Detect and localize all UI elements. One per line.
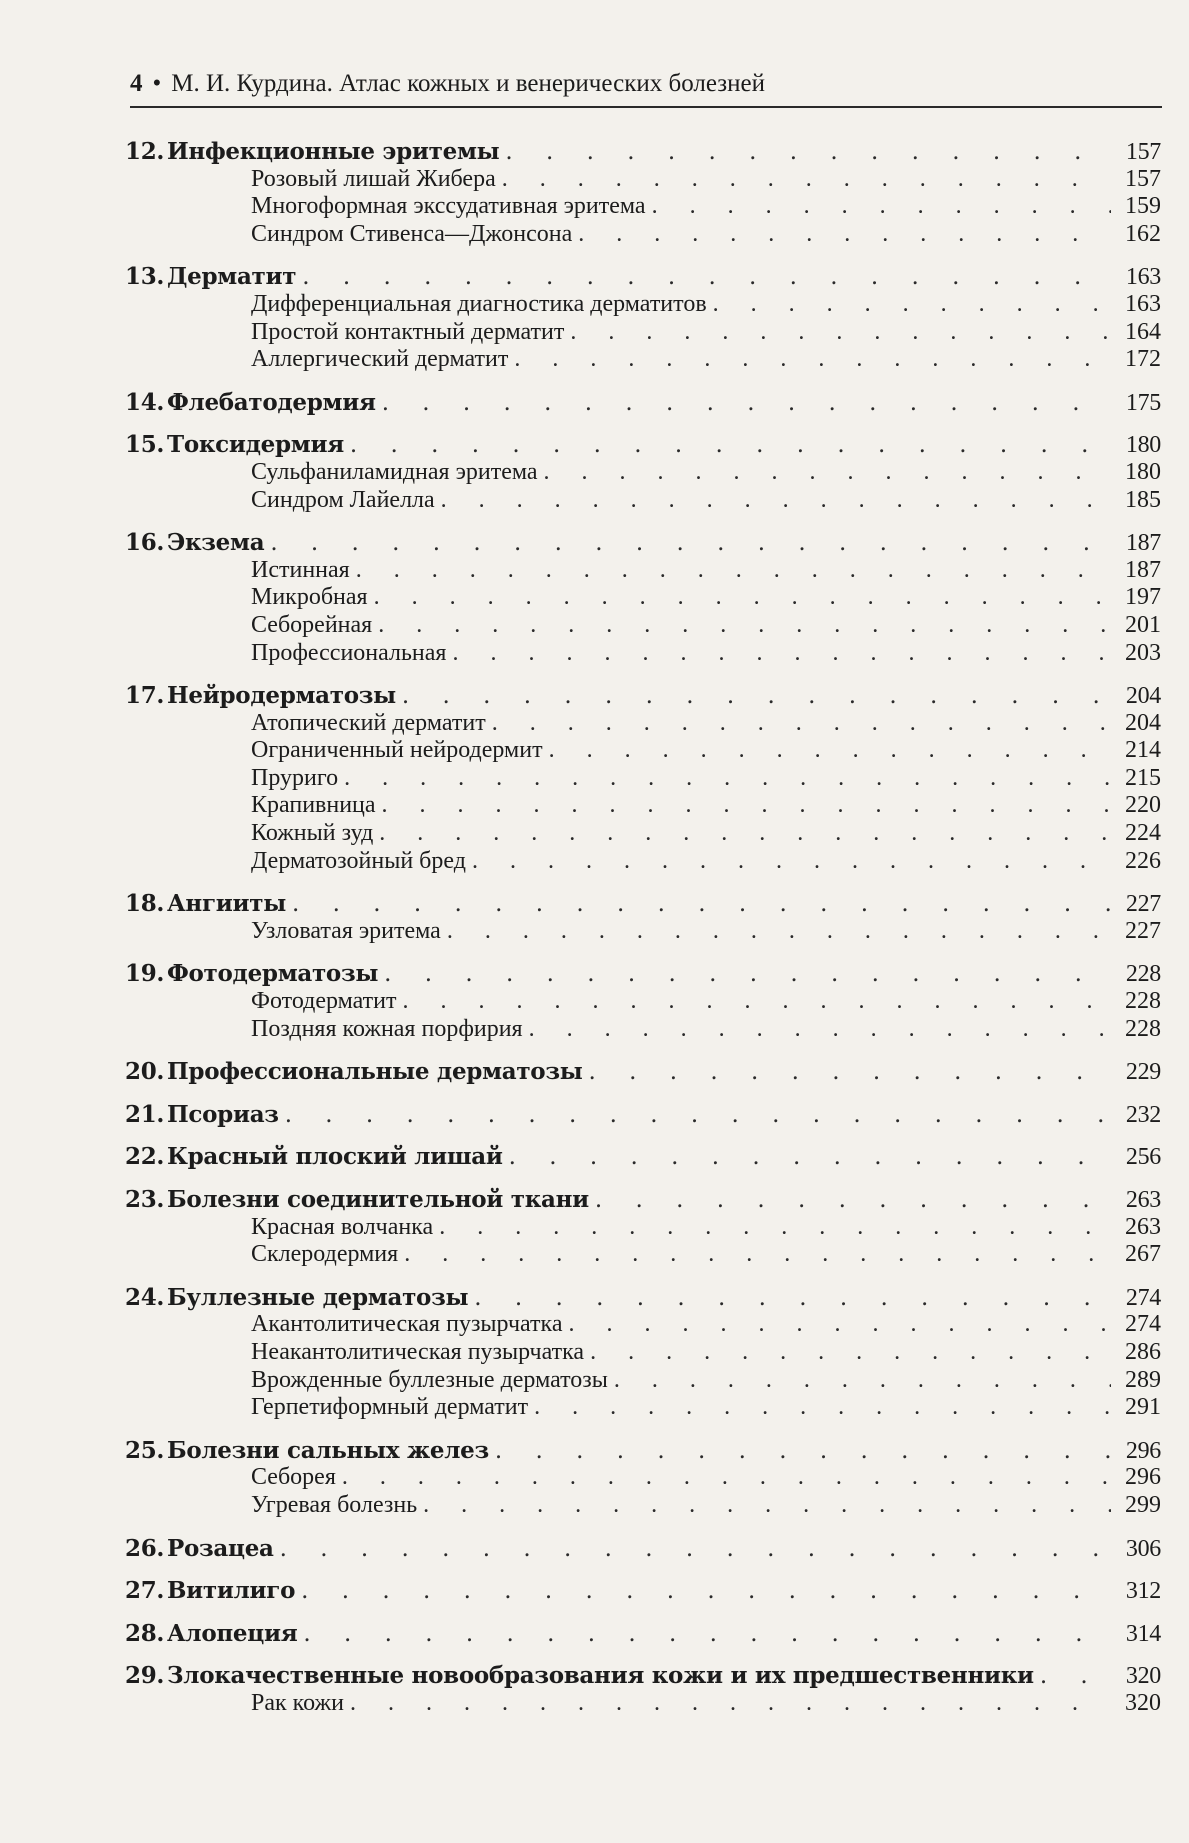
- chapter-title: Профессиональные дерматозы: [167, 1058, 583, 1086]
- chapter-page: 314: [1125, 1620, 1161, 1647]
- chapter-number: 25.: [125, 1436, 165, 1464]
- toc-subsection-row: [125, 1690, 1161, 1718]
- chapter-page: 180: [1125, 432, 1161, 459]
- chapter-title: Фотодерматозы: [167, 960, 379, 988]
- toc-subsection-row: [125, 1339, 1161, 1367]
- dot-leader: [713, 291, 1111, 319]
- toc-chapter: [125, 263, 1161, 373]
- dot-leader: [441, 487, 1111, 515]
- table-of-contents: [125, 138, 1161, 1733]
- subsection-page: 203: [1125, 639, 1161, 666]
- subsection-page: 157: [1125, 165, 1161, 192]
- toc-chapter: [125, 1101, 1161, 1129]
- header-bullet: •: [152, 70, 162, 97]
- dot-leader: [356, 557, 1111, 585]
- chapter-title: Ангииты: [167, 890, 286, 918]
- toc-chapter-row: [125, 1101, 1161, 1129]
- toc-chapter: [125, 1535, 1161, 1563]
- chapter-number: 24.: [125, 1283, 165, 1311]
- subsection-title: Фотодерматит: [251, 988, 397, 1015]
- dot-leader: [652, 193, 1111, 221]
- chapter-number: 29.: [125, 1662, 165, 1690]
- dot-leader: [402, 683, 1111, 711]
- chapter-page: 227: [1125, 891, 1161, 918]
- subsection-title: Многоформная экссудативная эритема: [251, 193, 646, 220]
- subsection-title: Синдром Лайелла: [251, 486, 435, 513]
- toc-subsection-row: [125, 765, 1161, 793]
- subsection-page: 296: [1125, 1464, 1161, 1491]
- toc-chapter-row: [125, 263, 1161, 291]
- subsection-title: Дерматозойный бред: [251, 847, 466, 874]
- toc-subsection-row: [125, 319, 1161, 347]
- chapter-page: 187: [1125, 530, 1161, 557]
- subsection-title: Врожденные буллезные дерматозы: [251, 1366, 608, 1393]
- subsection-title: Поздняя кожная порфирия: [251, 1015, 523, 1042]
- subsection-page: 220: [1125, 792, 1161, 819]
- dot-leader: [544, 459, 1111, 487]
- chapter-title: Токсидермия: [167, 431, 344, 459]
- toc-chapter: [125, 960, 1161, 1043]
- dot-leader: [302, 264, 1111, 292]
- toc-subsection-row: [125, 1214, 1161, 1242]
- toc-chapter: [125, 1577, 1161, 1605]
- dot-leader: [404, 1241, 1111, 1269]
- chapter-page: 232: [1125, 1101, 1161, 1128]
- chapter-title: Болезни соединительной ткани: [167, 1186, 589, 1213]
- subsection-title: Узловатая эритема: [251, 917, 441, 944]
- subsection-page: 159: [1125, 193, 1161, 220]
- header-page-number: 4: [130, 70, 143, 97]
- chapter-number: 18.: [125, 890, 165, 918]
- toc-chapter: [125, 1662, 1161, 1717]
- subsection-page: 204: [1125, 709, 1161, 736]
- dot-leader: [1040, 1663, 1111, 1691]
- dot-leader: [505, 139, 1111, 167]
- subsection-title: Простой контактный дерматит: [251, 318, 565, 345]
- chapter-title: Нейродерматозы: [167, 682, 396, 710]
- chapter-page: 312: [1125, 1578, 1161, 1605]
- subsection-page: 267: [1125, 1241, 1161, 1268]
- subsection-title: Микробная: [251, 584, 368, 611]
- chapter-number: 28.: [125, 1619, 165, 1647]
- subsection-page: 291: [1125, 1394, 1161, 1421]
- subsection-page: 187: [1125, 556, 1161, 583]
- chapter-number: 22.: [125, 1143, 165, 1171]
- chapter-page: 228: [1125, 961, 1161, 988]
- subsection-title: Сульфаниламидная эритема: [251, 458, 538, 485]
- dot-leader: [374, 584, 1111, 612]
- subsection-title: Розовый лишай Жибера: [251, 165, 496, 192]
- subsection-title: Аллергический дерматит: [251, 346, 509, 373]
- dot-leader: [472, 848, 1111, 876]
- toc-chapter: [125, 1620, 1161, 1648]
- dot-leader: [514, 346, 1111, 374]
- chapter-title: Алопеция: [167, 1619, 298, 1647]
- chapter-number: 15.: [125, 431, 165, 459]
- chapter-page: 229: [1125, 1059, 1161, 1086]
- chapter-title: Экзема: [167, 529, 265, 557]
- toc-chapter: [125, 1284, 1161, 1422]
- chapter-number: 13.: [125, 263, 165, 291]
- toc-chapter-row: [125, 138, 1161, 166]
- dot-leader: [270, 530, 1111, 558]
- subsection-page: 214: [1125, 737, 1161, 764]
- toc-chapter-row: [125, 431, 1161, 459]
- dot-leader: [549, 737, 1111, 765]
- chapter-number: 23.: [125, 1186, 165, 1213]
- chapter-number: 21.: [125, 1100, 165, 1128]
- dot-leader: [423, 1492, 1111, 1520]
- chapter-title: Болезни сальных желез: [167, 1436, 489, 1464]
- subsection-title: Дифференциальная диагностика дерматитов: [251, 290, 707, 317]
- subsection-page: 289: [1125, 1366, 1161, 1393]
- toc-subsection-row: [125, 1241, 1161, 1269]
- chapter-page: 306: [1125, 1535, 1161, 1562]
- dot-leader: [378, 612, 1111, 640]
- subsection-page: 163: [1125, 290, 1161, 317]
- toc-chapter: [125, 1437, 1161, 1520]
- chapter-number: 27.: [125, 1577, 165, 1605]
- chapter-title: Буллезные дерматозы: [167, 1283, 469, 1311]
- dot-leader: [578, 221, 1111, 249]
- dot-leader: [474, 1285, 1111, 1313]
- dot-leader: [534, 1394, 1111, 1422]
- subsection-page: 201: [1125, 611, 1161, 638]
- chapter-title: Инфекционные эритемы: [167, 138, 500, 165]
- chapter-page: 163: [1125, 264, 1161, 291]
- chapter-page: 320: [1125, 1663, 1161, 1690]
- toc-subsection-row: [125, 1394, 1161, 1422]
- subsection-page: 162: [1125, 220, 1161, 247]
- chapter-number: 16.: [125, 529, 165, 557]
- toc-chapter-row: [125, 1058, 1161, 1086]
- toc-chapter-row: [125, 1143, 1161, 1171]
- dot-leader: [403, 988, 1112, 1016]
- toc-subsection-row: [125, 848, 1161, 876]
- subsection-title: Атопический дерматит: [251, 709, 486, 736]
- subsection-title: Себорея: [251, 1464, 336, 1491]
- dot-leader: [568, 1311, 1111, 1339]
- dot-leader: [590, 1339, 1111, 1367]
- chapter-page: 157: [1125, 139, 1161, 165]
- dot-leader: [301, 1578, 1111, 1606]
- chapter-title: Псориаз: [167, 1100, 279, 1128]
- chapter-page: 296: [1125, 1437, 1161, 1464]
- chapter-number: 14.: [125, 388, 165, 416]
- subsection-title: Кожный зуд: [251, 820, 374, 847]
- chapter-number: 19.: [125, 960, 165, 988]
- toc-chapter-row: [125, 1577, 1161, 1605]
- dot-leader: [614, 1367, 1111, 1395]
- subsection-title: Себорейная: [251, 611, 373, 638]
- chapter-page: 274: [1125, 1284, 1161, 1311]
- chapter-number: 17.: [125, 682, 165, 710]
- toc-subsection-row: [125, 612, 1161, 640]
- dot-leader: [492, 710, 1111, 738]
- chapter-page: 256: [1125, 1144, 1161, 1171]
- dot-leader: [595, 1187, 1111, 1215]
- dot-leader: [570, 319, 1111, 347]
- chapter-page: 263: [1125, 1187, 1161, 1213]
- toc-subsection-row: [125, 584, 1161, 612]
- dot-leader: [495, 1438, 1111, 1466]
- chapter-page: 175: [1125, 389, 1161, 416]
- toc-subsection-row: [125, 988, 1161, 1016]
- chapter-title: Флебатодермия: [167, 388, 376, 416]
- header-title: М. И. Курдина. Атлас кожных и венерических болезней: [171, 70, 765, 97]
- toc-chapter: [125, 138, 1161, 248]
- chapter-number: 26.: [125, 1534, 165, 1562]
- subsection-title: Синдром Стивенса—Джонсона: [251, 220, 573, 247]
- dot-leader: [350, 432, 1111, 460]
- toc-subsection-row: [125, 193, 1161, 221]
- toc-subsection-row: [125, 640, 1161, 668]
- toc-subsection-row: [125, 1492, 1161, 1520]
- running-header: [130, 70, 1162, 108]
- dot-leader: [280, 1536, 1111, 1564]
- dot-leader: [292, 891, 1111, 919]
- toc-chapter: [125, 529, 1161, 667]
- subsection-title: Неакантолитическая пузырчатка: [251, 1338, 585, 1365]
- dot-leader: [382, 390, 1111, 418]
- toc-chapter: [125, 1143, 1161, 1171]
- toc-chapter-row: [125, 389, 1161, 417]
- toc-chapter-row: [125, 1535, 1161, 1563]
- subsection-title: Рак кожи: [251, 1689, 344, 1716]
- chapter-title: Злокачественные новообразования кожи и их предшественники: [167, 1662, 1034, 1690]
- chapter-title: Красный плоский лишай: [167, 1143, 503, 1171]
- toc-subsection-row: [125, 459, 1161, 487]
- subsection-page: 185: [1125, 486, 1161, 513]
- toc-subsection-row: [125, 737, 1161, 765]
- dot-leader: [342, 1464, 1111, 1492]
- toc-chapter: [125, 431, 1161, 514]
- chapter-title: Розацеа: [167, 1534, 274, 1562]
- toc-chapter: [125, 1186, 1161, 1269]
- chapter-page: 204: [1125, 683, 1161, 710]
- toc-chapter-row: [125, 1437, 1161, 1465]
- toc-chapter-row: [125, 1620, 1161, 1648]
- dot-leader: [439, 1214, 1111, 1242]
- dot-leader: [344, 765, 1111, 793]
- toc-subsection-row: [125, 291, 1161, 319]
- subsection-page: 263: [1125, 1213, 1161, 1240]
- dot-leader: [350, 1690, 1111, 1718]
- dot-leader: [452, 640, 1111, 668]
- subsection-page: 180: [1125, 458, 1161, 485]
- subsection-page: 164: [1125, 318, 1161, 345]
- subsection-title: Крапивница: [251, 792, 376, 819]
- subsection-page: 215: [1125, 764, 1161, 791]
- toc-chapter-row: [125, 960, 1161, 988]
- subsection-page: 227: [1125, 917, 1161, 944]
- toc-chapter: [125, 1058, 1161, 1086]
- chapter-title: Дерматит: [167, 263, 297, 291]
- subsection-title: Акантолитическая пузырчатка: [251, 1311, 563, 1338]
- toc-subsection-row: [125, 792, 1161, 820]
- subsection-page: 172: [1125, 346, 1161, 373]
- toc-subsection-row: [125, 487, 1161, 515]
- dot-leader: [509, 1144, 1111, 1172]
- chapter-number: 20.: [125, 1058, 165, 1086]
- toc-subsection-row: [125, 918, 1161, 946]
- dot-leader: [285, 1102, 1111, 1130]
- subsection-page: 228: [1125, 988, 1161, 1015]
- toc-chapter: [125, 389, 1161, 417]
- dot-leader: [529, 1016, 1111, 1044]
- toc-chapter-row: [125, 529, 1161, 557]
- toc-chapter-row: [125, 1186, 1161, 1214]
- toc-subsection-row: [125, 1464, 1161, 1492]
- dot-leader: [382, 792, 1111, 820]
- toc-chapter-row: [125, 682, 1161, 710]
- subsection-title: Угревая болезнь: [251, 1491, 418, 1518]
- chapter-number: 12.: [125, 138, 165, 165]
- toc-subsection-row: [125, 166, 1161, 194]
- subsection-title: Красная волчанка: [251, 1213, 434, 1240]
- toc-subsection-row: [125, 1311, 1161, 1339]
- toc-subsection-row: [125, 557, 1161, 585]
- subsection-title: Ограниченный нейродермит: [251, 737, 543, 764]
- toc-chapter-row: [125, 1662, 1161, 1690]
- subsection-title: Истинная: [251, 556, 350, 583]
- dot-leader: [384, 961, 1111, 989]
- toc-chapter-row: [125, 1284, 1161, 1312]
- subsection-title: Склеродермия: [251, 1241, 399, 1268]
- toc-subsection-row: [125, 221, 1161, 249]
- subsection-title: Герпетиформный дерматит: [251, 1394, 529, 1421]
- subsection-page: 228: [1125, 1015, 1161, 1042]
- subsection-page: 197: [1125, 584, 1161, 611]
- toc-chapter: [125, 890, 1161, 945]
- dot-leader: [588, 1059, 1111, 1087]
- dot-leader: [303, 1621, 1111, 1649]
- subsection-page: 224: [1125, 820, 1161, 847]
- subsection-title: Пруриго: [251, 764, 339, 791]
- toc-subsection-row: [125, 346, 1161, 374]
- toc-chapter-row: [125, 890, 1161, 918]
- toc-subsection-row: [125, 820, 1161, 848]
- toc-subsection-row: [125, 710, 1161, 738]
- chapter-title: Витилиго: [167, 1577, 296, 1605]
- toc-subsection-row: [125, 1367, 1161, 1395]
- dot-leader: [447, 918, 1111, 946]
- subsection-page: 226: [1125, 847, 1161, 874]
- subsection-page: 299: [1125, 1491, 1161, 1518]
- toc-chapter: [125, 682, 1161, 875]
- subsection-page: 286: [1125, 1338, 1161, 1365]
- dot-leader: [379, 820, 1111, 848]
- subsection-title: Профессиональная: [251, 639, 447, 666]
- subsection-page: 274: [1125, 1311, 1161, 1338]
- toc-subsection-row: [125, 1016, 1161, 1044]
- subsection-page: 320: [1125, 1689, 1161, 1716]
- dot-leader: [502, 166, 1111, 194]
